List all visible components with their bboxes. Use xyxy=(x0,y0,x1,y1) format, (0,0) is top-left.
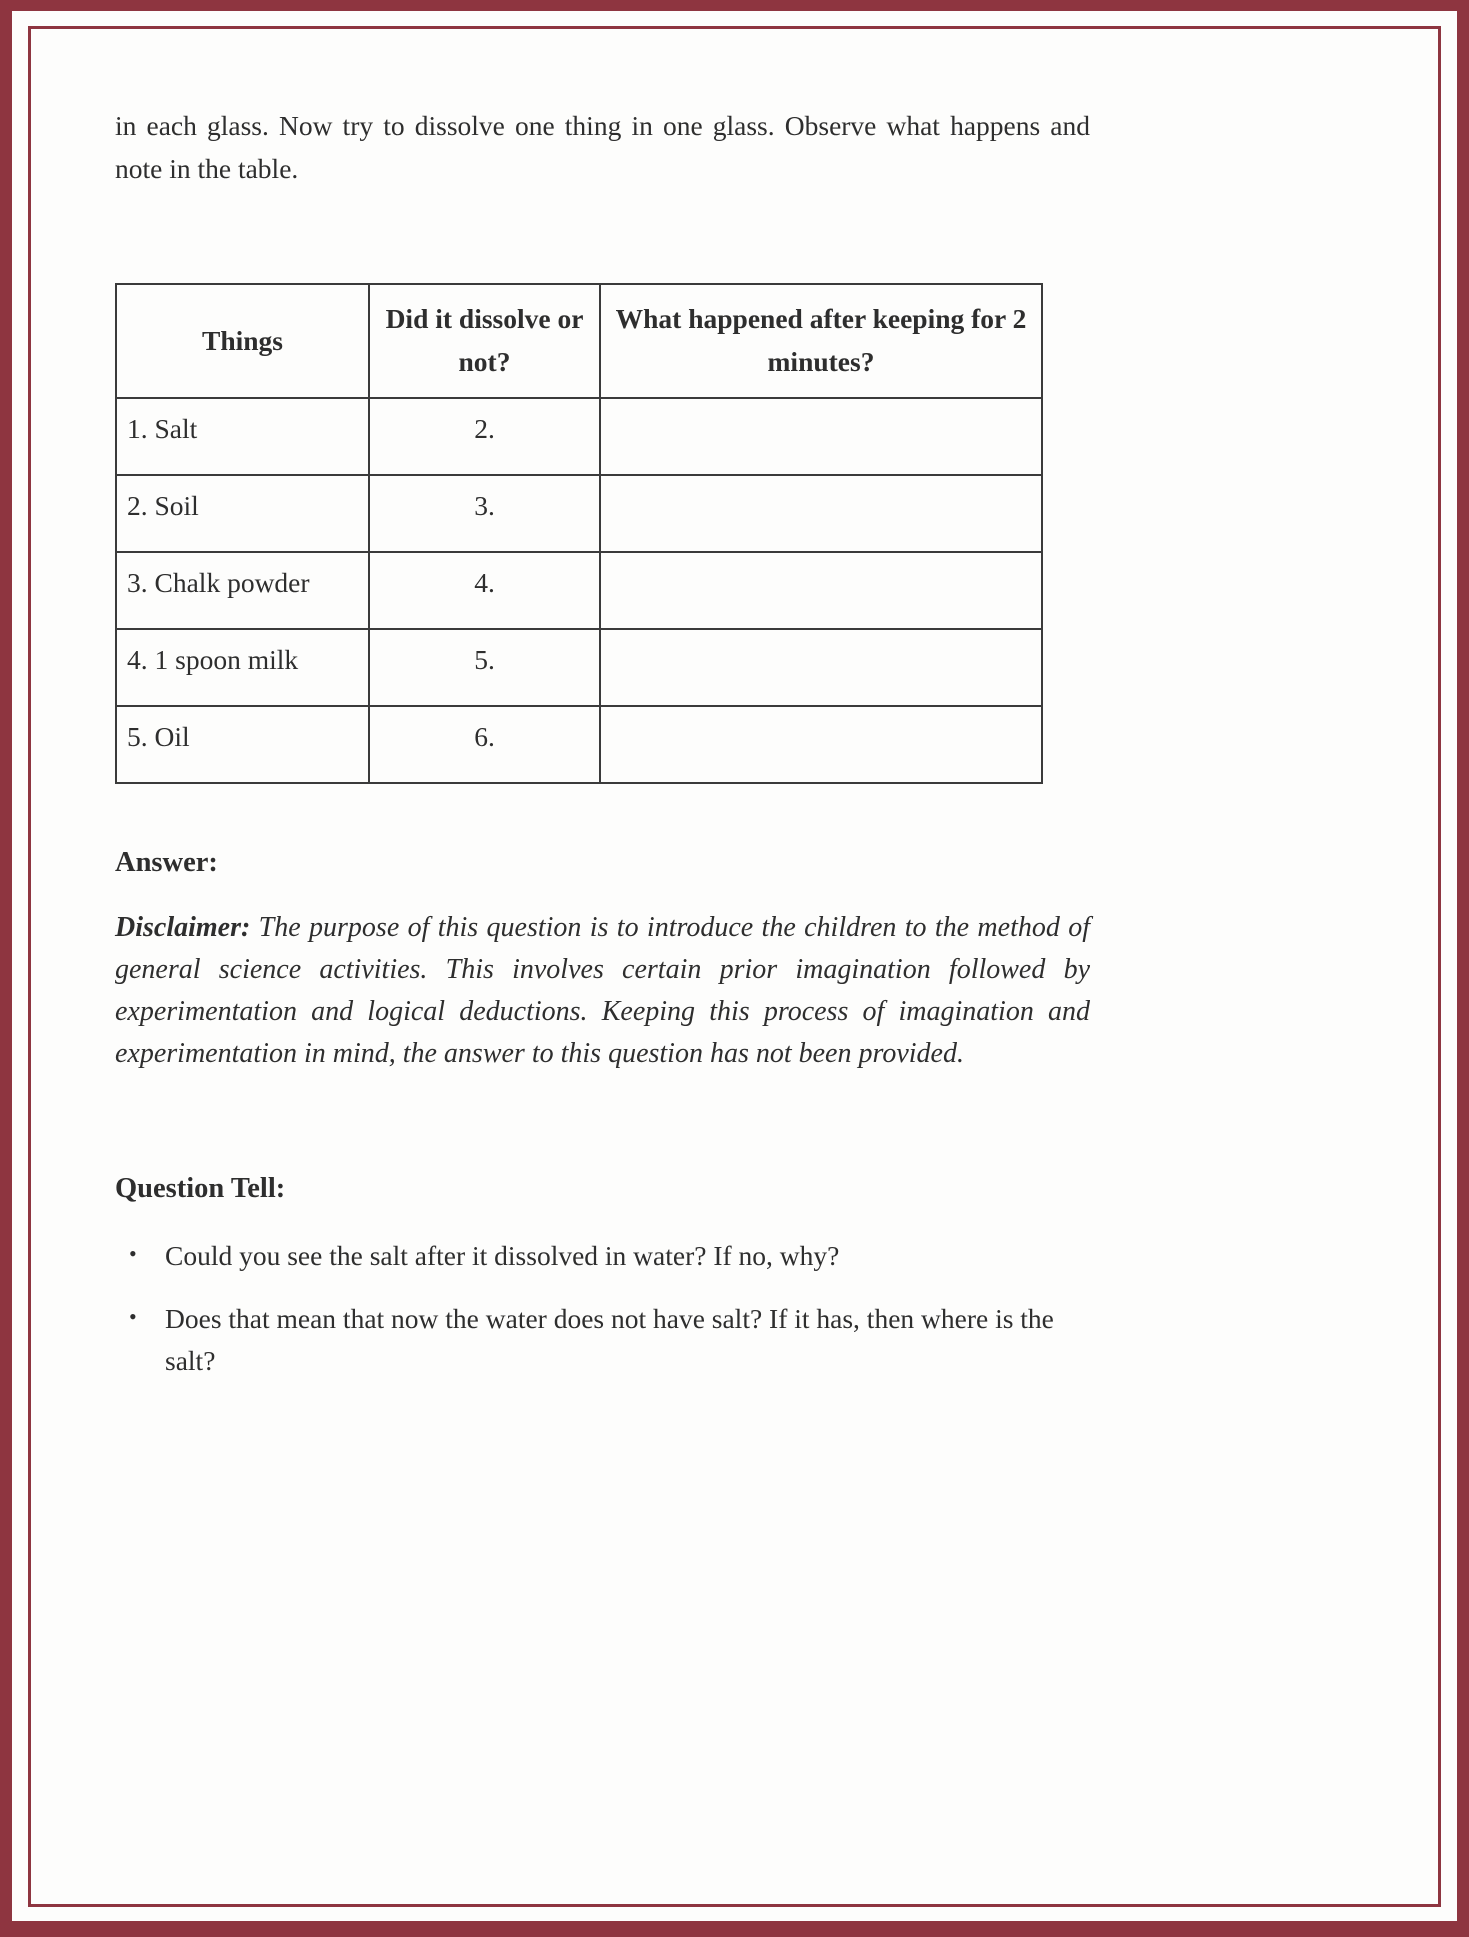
table-row xyxy=(116,629,1042,706)
question-bullet-list xyxy=(115,1235,1090,1383)
bullet-dot-icon: • xyxy=(129,1303,137,1329)
bullet-dot-icon: • xyxy=(129,1240,137,1266)
bullet-item xyxy=(115,1298,1090,1383)
question-tell-heading: Question Tell: xyxy=(115,1172,286,1204)
header-things: Things xyxy=(116,284,369,398)
cell-thing: 4. 1 spoon milk xyxy=(116,629,369,706)
table-row xyxy=(116,475,1042,552)
cell-dissolve: 5. xyxy=(369,629,600,706)
disclaimer-text: The purpose of this question is to introduce the children to the method of general science activities. This involves certain prior imagination followed by experimentation and logical deductions. Keeping this process of imagination and experimentation in mind, the answer to this question has not been provided. xyxy=(115,911,1090,1069)
cell-thing: 3. Chalk powder xyxy=(116,552,369,629)
bullet-item xyxy=(115,1235,1090,1278)
cell-after-empty xyxy=(600,398,1042,475)
cell-dissolve: 6. xyxy=(369,706,600,783)
observation-table xyxy=(115,283,1043,784)
cell-after-empty xyxy=(600,552,1042,629)
bullet-text: Does that mean that now the water does not have salt? If it has, then where is the salt? xyxy=(165,1302,1054,1377)
bullet-text: Could you see the salt after it dissolved in water? If no, why? xyxy=(165,1239,840,1271)
disclaimer-paragraph xyxy=(115,907,1090,1075)
cell-thing: 1. Salt xyxy=(116,398,369,475)
answer-heading: Answer: xyxy=(115,846,218,878)
cell-dissolve: 4. xyxy=(369,552,600,629)
table-row xyxy=(116,552,1042,629)
cell-thing: 2. Soil xyxy=(116,475,369,552)
cell-after-empty xyxy=(600,706,1042,783)
disclaimer-label: Disclaimer: xyxy=(115,911,251,943)
cell-after-empty xyxy=(600,629,1042,706)
intro-paragraph: in each glass. Now try to dissolve one thing in one glass. Observe what happens and note in the table. xyxy=(115,110,1090,185)
cell-thing: 5. Oil xyxy=(116,706,369,783)
page-content xyxy=(115,104,1090,1403)
header-dissolve: Did it dissolve or not? xyxy=(369,284,600,398)
table-header-row xyxy=(116,284,1042,398)
header-after: What happened after keeping for 2 minutes? xyxy=(600,284,1042,398)
table-row xyxy=(116,706,1042,783)
cell-after-empty xyxy=(600,475,1042,552)
cell-dissolve: 2. xyxy=(369,398,600,475)
table-row xyxy=(116,398,1042,475)
cell-dissolve: 3. xyxy=(369,475,600,552)
